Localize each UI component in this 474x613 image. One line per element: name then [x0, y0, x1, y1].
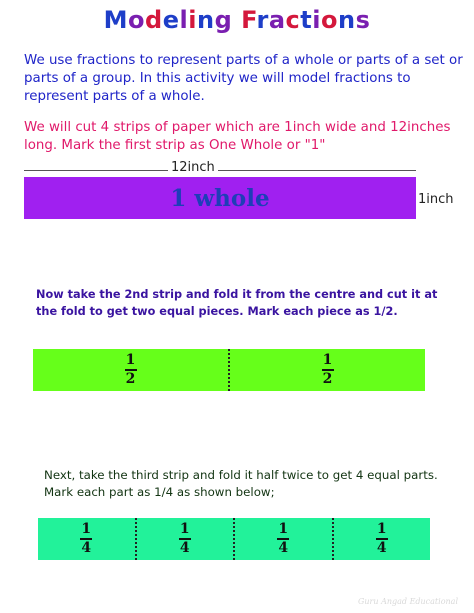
half-strip — [33, 349, 425, 391]
cut-instruction: We will cut 4 strips of paper which are 1inch wide and 12inches long. Mark the first strip as One Whole or "1" — [24, 120, 451, 153]
fraction-denominator: 4 — [278, 540, 289, 556]
fraction-numerator: 1 — [125, 352, 136, 368]
title-letter: M — [103, 6, 129, 34]
title-letter: i — [312, 6, 321, 34]
fraction-denominator: 4 — [179, 540, 190, 556]
fraction-denominator: 4 — [81, 540, 92, 556]
intro-paragraph: We use fractions to represent parts of a whole or parts of a set or parts of a group. In this activity we will model fractions to represent parts of a whole. — [24, 53, 463, 104]
whole-strip-label: 1 whole — [170, 184, 270, 212]
fraction-numerator: 1 — [81, 521, 92, 537]
whole-strip — [24, 177, 416, 219]
length-dimension-label: 12inch — [168, 160, 218, 175]
title-letter: s — [355, 6, 371, 34]
title-letter: o — [128, 6, 146, 34]
title-letter: e — [162, 6, 180, 34]
title-letter: F — [241, 6, 257, 34]
fraction-label — [80, 522, 92, 556]
title-letter: i — [188, 6, 197, 34]
width-dimension-label: 1inch — [418, 192, 454, 207]
fraction-denominator: 4 — [376, 540, 387, 556]
length-dimension-line — [24, 170, 416, 171]
fraction-label — [376, 522, 388, 556]
watermark: Guru Angad Educational — [358, 597, 458, 606]
title-letter: n — [196, 6, 215, 34]
fraction-label — [125, 353, 137, 387]
fraction-label — [322, 353, 334, 387]
fraction-numerator: 1 — [376, 521, 387, 537]
title-letter: g — [214, 6, 233, 34]
title-letter: n — [337, 6, 356, 34]
title-letter: r — [256, 6, 269, 34]
strip-part — [228, 349, 425, 391]
fraction-numerator: 1 — [322, 352, 333, 368]
quarter-strip-instruction: Next, take the third strip and fold it half twice to get 4 equal parts. Mark each part as 1/4 as shown below; — [44, 468, 438, 499]
strip-part — [135, 518, 234, 560]
fraction-numerator: 1 — [179, 521, 190, 537]
title-letter: o — [320, 6, 338, 34]
strip-part — [332, 518, 431, 560]
strip-part — [38, 518, 135, 560]
strip-part — [33, 349, 228, 391]
title-letter: l — [179, 6, 189, 34]
fraction-denominator: 2 — [322, 371, 333, 387]
quarter-strip — [38, 518, 430, 560]
title-letter — [232, 6, 241, 34]
title-letter: d — [145, 6, 163, 34]
title-letter: c — [285, 6, 301, 34]
title-letter: a — [268, 6, 286, 34]
fraction-label — [179, 522, 191, 556]
fraction-numerator: 1 — [278, 521, 289, 537]
fraction-label — [277, 522, 289, 556]
page-title — [0, 6, 474, 34]
strip-part — [233, 518, 332, 560]
half-strip-instruction: Now take the 2nd strip and fold it from the centre and cut it at the fold to get two equal pieces. Mark each piece as 1/2. — [36, 288, 438, 318]
fraction-denominator: 2 — [125, 371, 136, 387]
title-letter: t — [300, 6, 313, 34]
